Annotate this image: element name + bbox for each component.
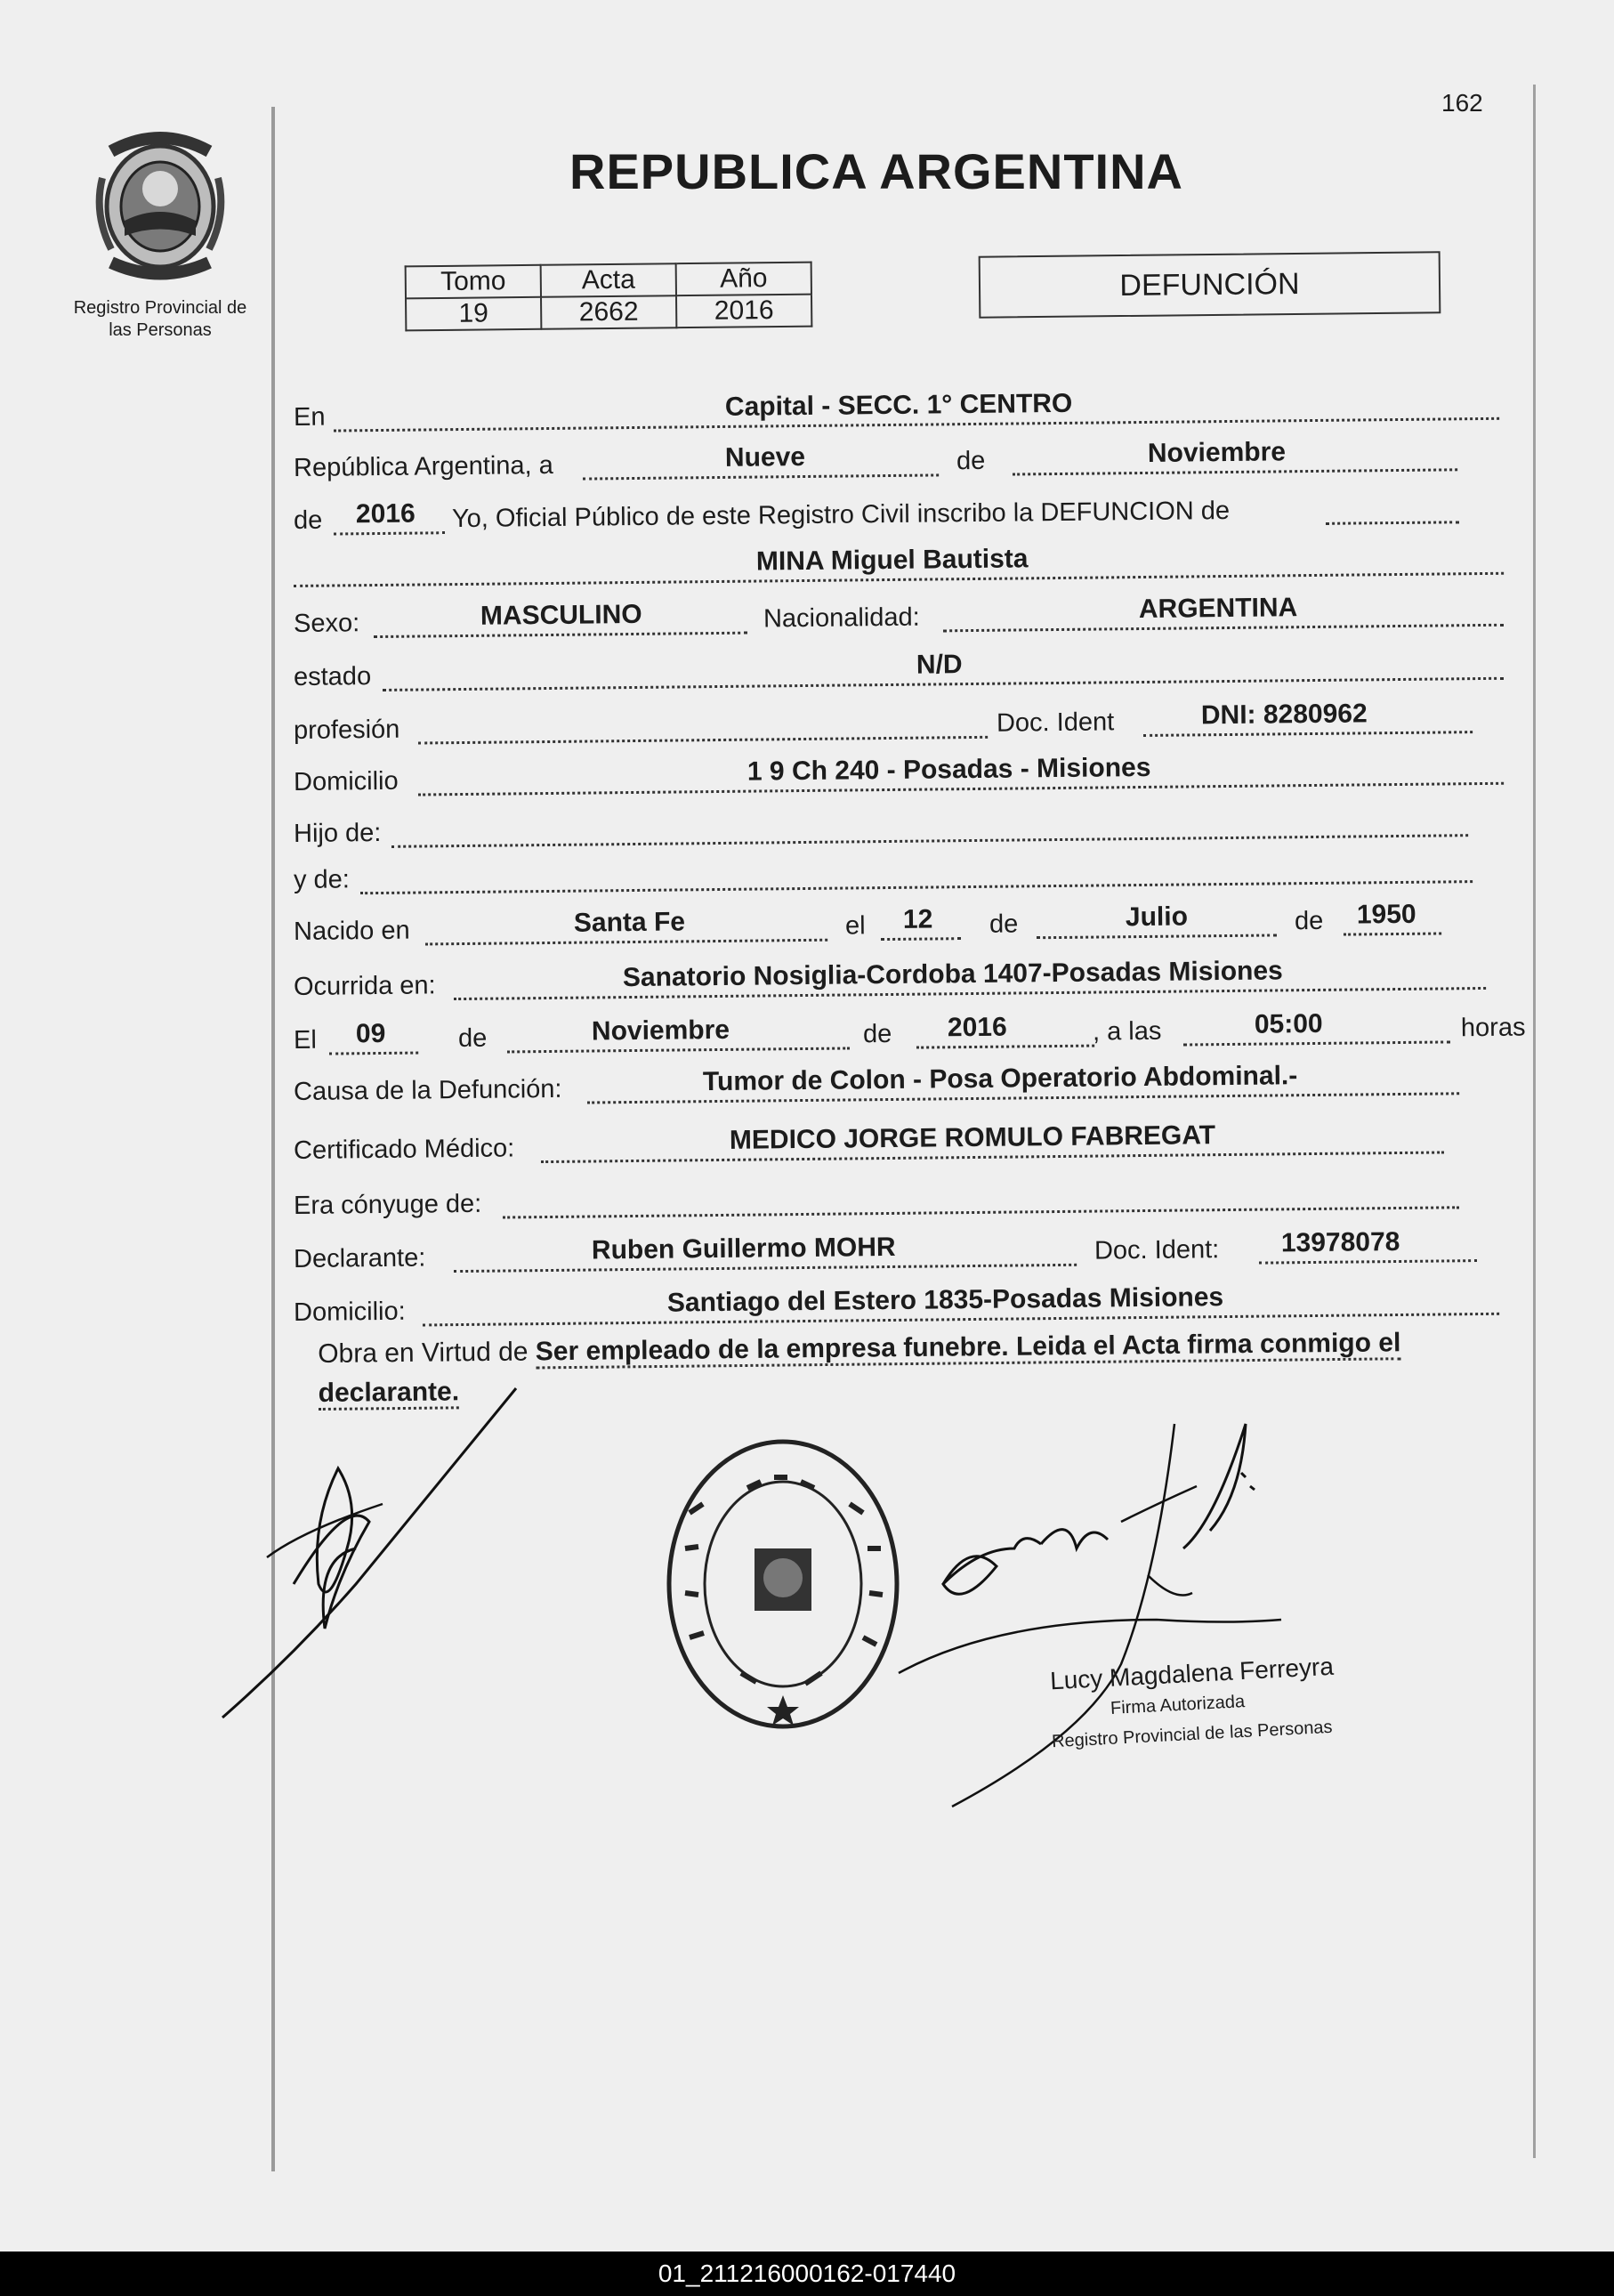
label-y-de: y de: [293,865,351,894]
value-year: 2016 [355,498,416,530]
label-conyuge: Era cónyuge de: [293,1189,482,1220]
value-doc-declarante: 13978078 [1280,1226,1400,1258]
header-acta: Acta [541,263,676,297]
signer-role: Firma Autorizada [1110,1692,1246,1718]
margin-rule [271,107,275,2171]
label-el: el [844,911,866,941]
value-death-month: Noviembre [591,1015,730,1047]
value-domicilio-declarante: Santiago del Estero 1835-Posadas Misiones [666,1282,1224,1318]
header-anio: Año [676,263,811,296]
dotted-line [334,531,445,535]
dotted-line [418,736,988,745]
value-certificado: MEDICO JORGE ROMULO FABREGAT [729,1120,1216,1155]
value-ocurrida: Sanatorio Nosiglia-Cordoba 1407-Posadas Misiones [622,956,1283,993]
dotted-line [1326,521,1459,525]
label-nacionalidad: Nacionalidad: [763,602,920,634]
declarant-signature [214,1379,534,1735]
page-number: 162 [1441,89,1483,117]
value-death-year: 2016 [947,1012,1007,1043]
value-birth-month: Julio [1125,901,1189,933]
value-birthplace: Santa Fe [573,907,686,938]
label-nacido-en: Nacido en [293,916,410,946]
registry-caption [49,297,271,342]
label-hijo: Hijo de: [293,818,382,848]
dotted-line [1183,1040,1450,1046]
dotted-line [329,1052,418,1055]
value-death-day: 09 [355,1018,386,1049]
value-domicilio: 1 9 Ch 240 - Posadas - Misiones [746,752,1151,787]
label-el: El [293,1025,317,1055]
misiones-coat-of-arms-icon [85,125,236,285]
value-nacionalidad: ARGENTINA [1138,593,1298,625]
label-domicilio-declarante: Domicilio: [293,1297,406,1327]
label-ocurrida: Ocurrida en: [293,971,436,1001]
label-domicilio: Domicilio [293,766,399,796]
value-causa: Tumor de Colon - Posa Operatorio Abdominal.- [702,1061,1298,1097]
dotted-line [507,1047,850,1053]
label-de: de [956,446,986,476]
value-estado: N/D [916,650,963,680]
dotted-line [1143,731,1473,737]
value-month: Noviembre [1147,437,1287,468]
label-republica: República Argentina, a [293,450,553,482]
value-tomo: 19 [406,297,541,331]
dotted-line [1259,1259,1477,1265]
right-margin-rule [1533,85,1536,2158]
document-title: REPUBLICA ARGENTINA [569,143,1183,199]
value-anio: 2016 [676,295,811,328]
official-seal-icon [663,1433,903,1735]
dotted-line [1037,934,1277,939]
label-de: de [989,910,1019,939]
value-dni: DNI: 8280962 [1200,699,1368,731]
dotted-line [1344,932,1441,935]
value-birth-year: 1950 [1356,899,1416,930]
label-horas: horas [1460,1013,1526,1043]
dotted-line [454,1264,1077,1273]
value-sexo: MASCULINO [480,599,642,631]
registry-caption-line1: Registro Provincial de [73,298,247,318]
value-declarante: Ruben Guillermo MOHR [591,1232,896,1265]
label-causa: Causa de la Defunción: [293,1074,562,1106]
signer-name: Lucy Magdalena Ferreyra [1049,1652,1335,1695]
label-certificado: Certificado Médico: [293,1134,515,1165]
dotted-line [425,939,827,946]
label-de: de [862,1019,892,1049]
dotted-line [583,473,939,480]
header-tomo: Tomo [406,265,541,299]
dotted-line [1013,468,1457,475]
label-profesion: profesión [293,715,400,745]
dotted-line [916,1045,1094,1049]
label-en: En [293,402,326,432]
label-de: de [457,1023,488,1054]
record-type-box: DEFUNCIÓN [979,251,1441,318]
file-id-bar: 01_211216000162-017440 [0,2252,1614,2296]
value-death-time: 05:00 [1254,1008,1323,1039]
label-de: de [1294,906,1324,936]
registry-caption-line2: las Personas [109,320,212,340]
reference-table [405,262,813,332]
label-de: de [293,505,323,535]
official-signature [890,1397,1317,1815]
value-obra: Ser empleado de la empresa funebre. Leida el Acta firma conmigo el declarante. [319,1328,1401,1411]
label-doc-ident-declarante: Doc. Ident: [1093,1235,1220,1265]
dotted-line [943,624,1504,633]
dotted-line [374,632,747,638]
label-obra: Obra en Virtud de [318,1337,529,1369]
inscribo-text: Yo, Oficial Público de este Registro Civil inscribo la DEFUNCION de [451,496,1231,534]
label-declarante: Declarante: [293,1243,426,1273]
dotted-line [881,937,961,941]
label-doc-ident: Doc. Ident [996,707,1115,738]
value-acta: 2662 [541,295,676,329]
value-day-words: Nueve [724,441,806,473]
label-sexo: Sexo: [293,609,360,638]
value-en: Capital - SECC. 1° CENTRO [724,388,1073,422]
signer-organization: Registro Provincial de las Personas [1051,1717,1334,1752]
label-estado: estado [293,662,372,691]
value-deceased-name: MINA Miguel Bautista [755,544,1029,577]
value-birth-day: 12 [902,904,933,934]
label-a-las: , a las [1092,1016,1162,1047]
